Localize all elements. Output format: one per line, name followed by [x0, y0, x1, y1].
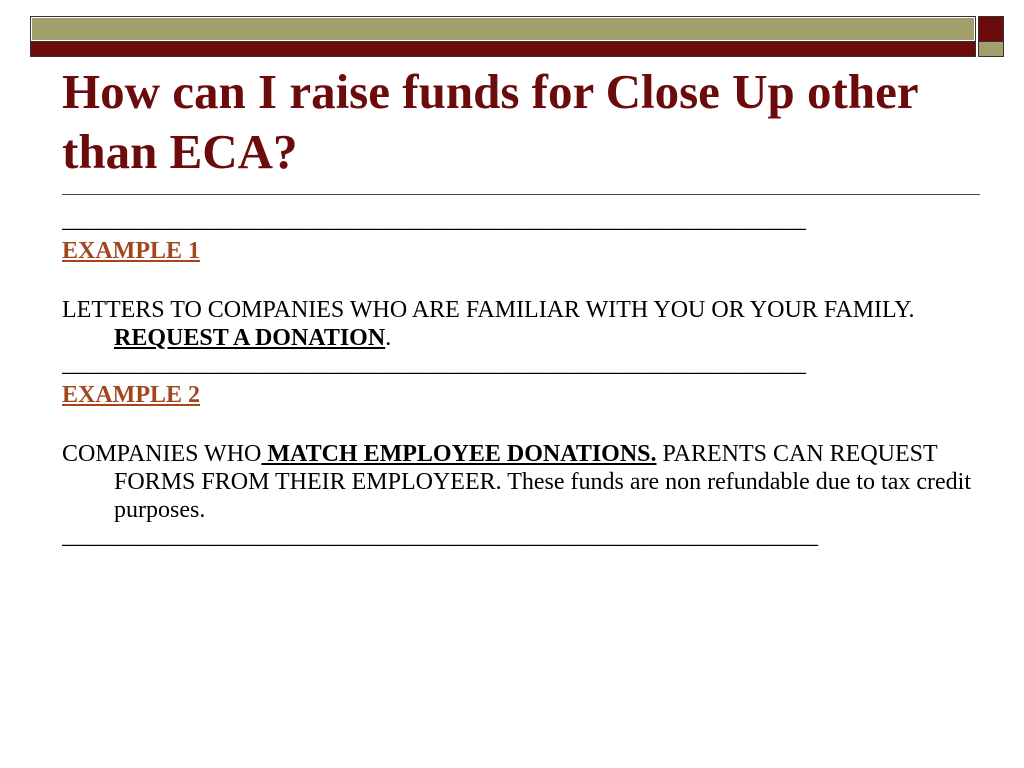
separator-line: ______________________________________________________________ — [62, 352, 806, 377]
example-1-heading[interactable]: EXAMPLE 1 — [62, 238, 200, 264]
spacer — [62, 410, 982, 440]
request-donation-emphasis: REQUEST A DONATION — [114, 325, 386, 351]
match-donations-emphasis: MATCH EMPLOYEE DONATIONS. — [261, 441, 657, 467]
slide-body — [62, 208, 982, 552]
example-2-text-end: PARENTS CAN REQUEST FORMS FROM THEIR EMPLOYEER. These funds are non refundable due to tax credit purposes. — [114, 441, 972, 523]
example-2-heading[interactable]: EXAMPLE 2 — [62, 382, 200, 408]
example-1-text-lead: LETTERS TO COMPANIES WHO ARE FAMILIAR WITH YOU OR YOUR FAMILY. — [62, 297, 915, 323]
example-1-text — [62, 296, 982, 352]
banner-corner-square-lower — [978, 42, 1004, 57]
title-divider — [62, 194, 980, 195]
example-1-text-end: . — [385, 325, 392, 351]
banner-maroon-strip — [30, 42, 976, 57]
separator-line-last: _______________________________________________________________ — [62, 524, 818, 549]
slide-title: How can I raise funds for Close Up other than ECA? — [62, 64, 918, 179]
banner-frame — [30, 16, 976, 42]
banner-corner-square — [978, 16, 1004, 42]
example-2-text-lead: COMPANIES WHO — [62, 441, 262, 467]
example-2-text — [62, 440, 982, 524]
spacer — [62, 266, 982, 296]
separator-line: ______________________________________________________________ — [62, 208, 806, 233]
